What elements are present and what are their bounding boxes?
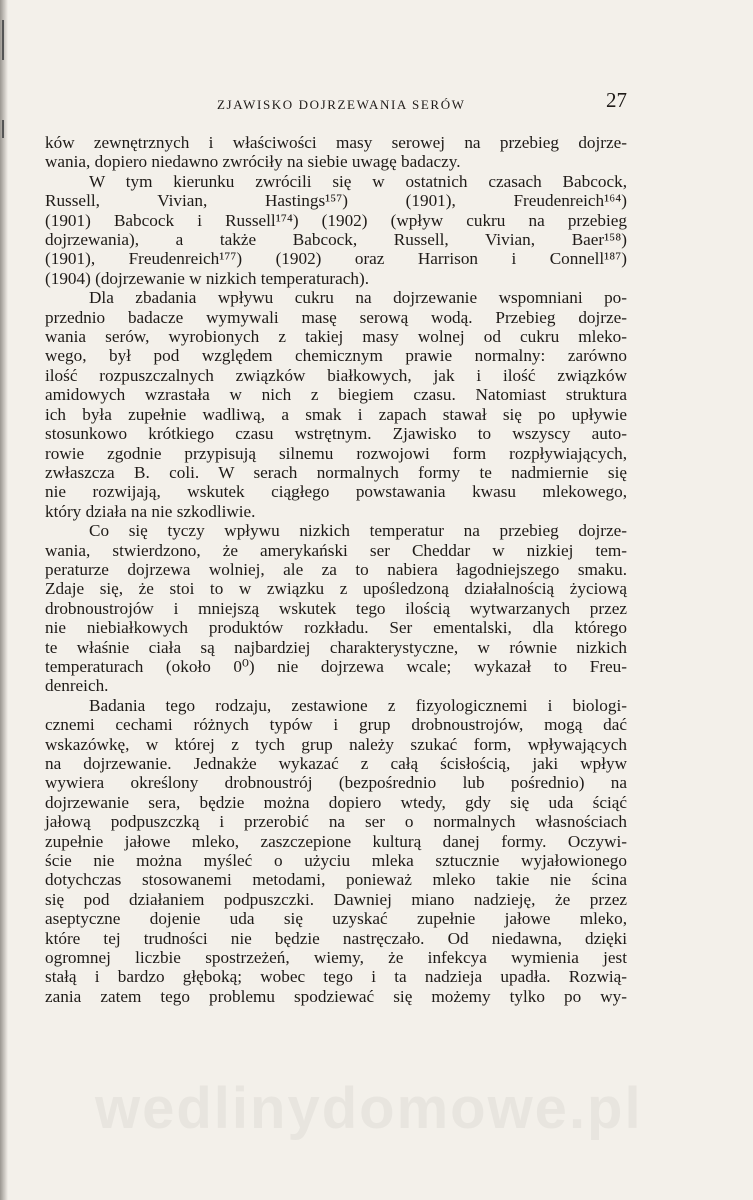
- text-line: denreich.: [45, 676, 109, 696]
- text-line: zwłaszcza B. coli. W serach normalnych formy te nadmiernie się: [45, 462, 627, 482]
- text-line: nie niebiałkowych produktów rozkładu. Ser ementalski, dla którego: [45, 618, 627, 638]
- text-line: temperaturach (około 0⁰) nie dojrzewa wcale; wykazał to Freu-: [45, 656, 627, 676]
- text-line: jałową podpuszczką i przerobić na ser o normalnych własnościach: [45, 812, 627, 832]
- text-line: Zdaje się, że stoi to w związku z upośledzoną działalnością życiową: [45, 579, 627, 599]
- text-line: który działa na nie szkodliwie.: [45, 501, 256, 521]
- text-line: (1904) (dojrzewanie w nizkich temperaturach).: [45, 268, 370, 288]
- text-line: stałą i bardzo głęboką; wobec tego i ta nadzieja upadła. Rozwią-: [45, 967, 627, 987]
- watermark: wedlinydomowe.pl: [95, 1076, 643, 1141]
- page-header: [45, 88, 627, 118]
- text-line: wania, dopiero niedawno zwróciły na siebie uwagę badaczy.: [45, 152, 461, 172]
- text-line: nie rozwijają, wskutek ciągłego powstawania kwasu mlekowego,: [45, 482, 627, 502]
- text-line: wania serów, wyrobionych z takiej masy wolnej od cukru mleko-: [45, 327, 627, 347]
- text-line: (1901), Freudenreich¹⁷⁷) (1902) oraz Harrison i Connell¹⁸⁷): [45, 249, 627, 269]
- text-line: rowie zgodnie przypisują silnemu rozwojowi form rozpływiających,: [45, 443, 627, 463]
- binding-mark: [2, 20, 4, 60]
- text-line: się pod działaniem podpuszczki. Dawniej miano nadzieję, że przez: [45, 889, 627, 909]
- text-line: które tej trudności nie będzie nastręczało. Od niedawna, dzięki: [45, 928, 627, 948]
- text-line: drobnoustrojów i mniejszą wskutek tego ilością wytwarzanych przez: [45, 598, 627, 618]
- text-line: ogromnej liczbie spostrzeżeń, wiemy, że infekcya wymienia jest: [45, 948, 627, 968]
- text-line: Dla zbadania wpływu cukru na dojrzewanie wspomniani po-: [89, 288, 627, 308]
- body-text: [45, 133, 627, 1006]
- text-line: wania, stwierdzono, że amerykański ser Cheddar w nizkiej tem-: [45, 540, 627, 560]
- text-line: ilość rozpuszczalnych związków białkowych, jak i ilość związków: [45, 365, 627, 385]
- text-line: ków zewnętrznych i właściwości masy serowej na przebieg dojrze-: [45, 133, 627, 152]
- page-number: 27: [606, 88, 627, 112]
- text-line: W tym kierunku zwrócili się w ostatnich czasach Babcock,: [89, 171, 627, 191]
- text-line: te właśnie ciała są najbardziej charakterystyczne, w równie nizkich: [45, 637, 627, 657]
- text-line: wego, był pod względem chemicznym prawie normalny: zarówno: [45, 346, 627, 366]
- text-line: dojrzewanie sera, będzie można dopiero wtedy, gdy się uda ściąć: [45, 792, 627, 812]
- text-line: (1901) Babcock i Russell¹⁷⁴) (1902) (wpływ cukru na przebieg: [45, 210, 627, 230]
- text-line: Co się tyczy wpływu nizkich temperatur na przebieg dojrze-: [89, 521, 627, 541]
- text-line: zupełnie jałowe mleko, zaszczepione kulturą danej formy. Oczywi-: [45, 831, 627, 851]
- text-line: wywiera określony drobnoustrój (bezpośrednio lub pośrednio) na: [45, 773, 627, 793]
- text-line: ich była zupełnie wadliwą, a smak i zapach stawał się po upływie: [45, 404, 627, 424]
- text-line: amidowych wzrastała w nich z biegiem czasu. Natomiast struktura: [45, 385, 627, 405]
- text-line: stosunkowo krótkiego czasu wstrętnym. Zjawisko to wszyscy auto-: [45, 424, 627, 444]
- page-binding-edge: [0, 0, 8, 1200]
- text-line: na dojrzewanie. Jednakże wykazać z całą ścisłością, jaki wpływ: [45, 754, 627, 773]
- text-line: aseptyczne dojenie uda się uzyskać zupełnie jałowe mleko,: [45, 909, 627, 929]
- text-line: ście nie można myśleć o użyciu mleka sztucznie wyjałowionego: [45, 851, 627, 871]
- text-line: Russell, Vivian, Hastings¹⁵⁷) (1901), Freudenreich¹⁶⁴): [45, 191, 627, 211]
- text-line: dojrzewania), a także Babcock, Russell, Vivian, Baer¹⁵⁸): [45, 230, 627, 250]
- binding-mark: [2, 120, 4, 138]
- text-line: dotychczas stosowanemi metodami, ponieważ mleko takie nie ścina: [45, 870, 627, 890]
- text-line: peraturze dojrzewa wolniej, ale za to nabiera łagodniejszego smaku.: [45, 559, 627, 579]
- text-line: cznemi cechami różnych typów i grup drobnoustrojów, mogą dać: [45, 715, 627, 735]
- text-line: Badania tego rodzaju, zestawione z fizyologicznemi i biologi-: [89, 695, 627, 715]
- running-title: ZJAWISKO DOJRZEWANIA SERÓW: [217, 97, 466, 112]
- text-line: wskazówkę, w której z tych grup należy szukać form, wpływających: [45, 734, 627, 754]
- text-line: przednio badacze wymywali masę serową wodą. Przebieg dojrze-: [45, 307, 627, 327]
- text-line: zania zatem tego problemu spodziewać się możemy tylko po wy-: [45, 986, 627, 1006]
